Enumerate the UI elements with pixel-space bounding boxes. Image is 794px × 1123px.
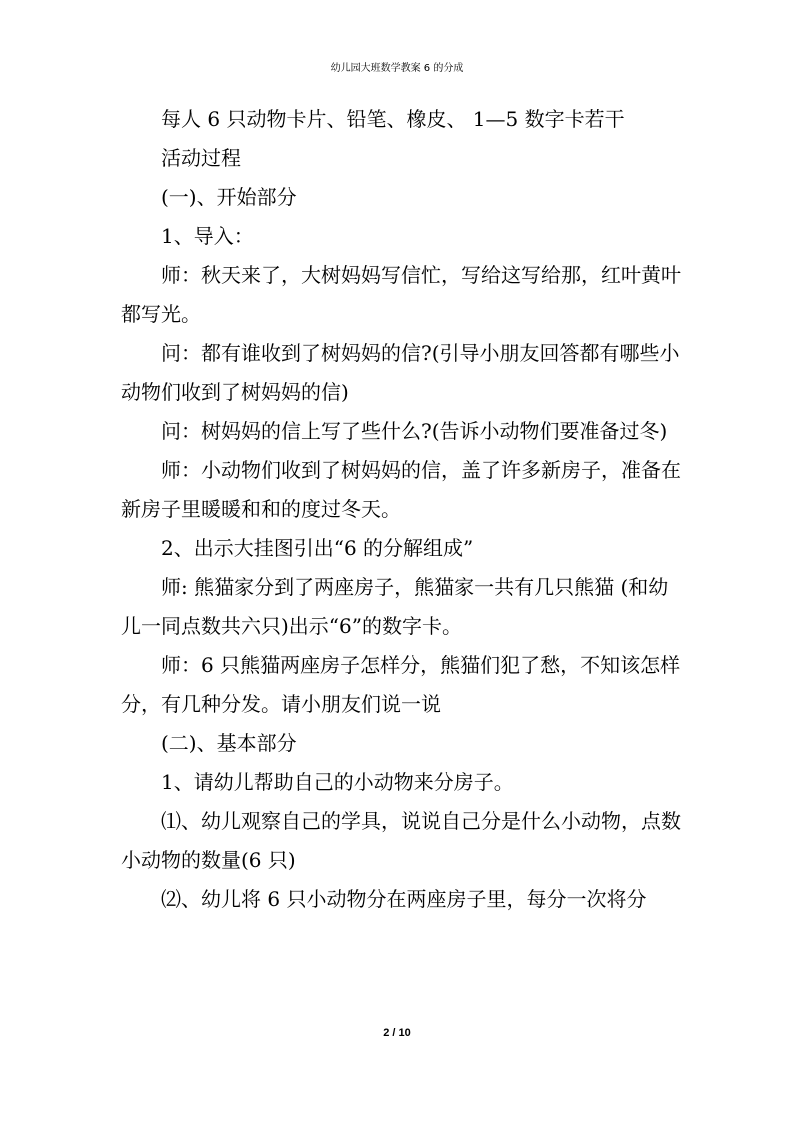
- document-body: [121, 100, 681, 919]
- paragraph-section-two: (二)、基本部分: [161, 731, 297, 755]
- paragraph-intro: 1、导入：: [161, 224, 254, 248]
- paragraph-question-letter: 问：都有谁收到了树妈妈的信?(引导小朋友回答都有哪些小动物们收到了树妈妈的信): [121, 341, 680, 404]
- paragraph-help-animals: 1、请幼儿帮助自己的小动物来分房子。: [161, 770, 514, 794]
- paragraph-teacher-autumn: 师：秋天来了，大树妈妈写信忙，写给这写给那，红叶黄叶都写光。: [121, 263, 681, 326]
- page-header: 幼儿园大班数学教案 6 的分成: [330, 63, 464, 74]
- paragraph-teacher-houses: 师：小动物们收到了树妈妈的信，盖了许多新房子，准备在新房子里暖暖和和的度过冬天。: [121, 458, 681, 521]
- paragraph-question-content: 问：树妈妈的信上写了些什么?(告诉小动物们要准备过冬): [161, 419, 668, 443]
- paragraph-teacher-split: 师：6 只熊猫两座房子怎样分，熊猫们犯了愁，不知该怎样分，有几种分发。请小朋友们说一说: [121, 653, 681, 716]
- page-number: 2 / 10: [383, 1027, 411, 1039]
- paragraph-step-one: ⑴、幼儿观察自己的学具，说说自己分是什么小动物，点数小动物的数量(6 只): [121, 809, 681, 872]
- paragraph-teacher-panda: 师: 熊猫家分到了两座房子，熊猫家一共有几只熊猫 (和幼儿一同点数共六只)出示“6”的数字卡。: [121, 575, 669, 638]
- paragraph-wall-chart: 2、出示大挂图引出“6 的分解组成”: [161, 536, 474, 560]
- paragraph-section-one: (一)、开始部分: [161, 185, 297, 209]
- paragraph-step-two: ⑵、幼儿将 6 只小动物分在两座房子里，每分一次将分: [161, 887, 647, 911]
- paragraph-process-heading: 活动过程: [161, 146, 241, 170]
- paragraph-materials: 每人 6 只动物卡片、铅笔、橡皮、 1—5 数字卡若干: [161, 107, 625, 131]
